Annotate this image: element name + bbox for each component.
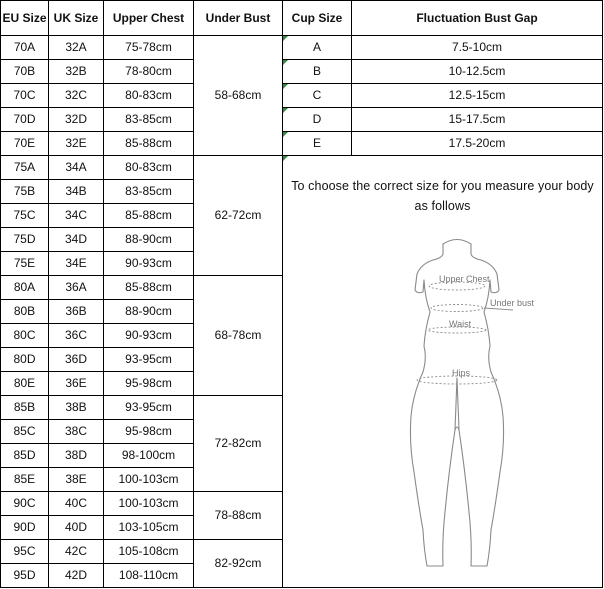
uk-size-cell: 32E — [49, 132, 104, 156]
table-row — [1, 156, 603, 180]
upper-chest-cell: 88-90cm — [104, 228, 194, 252]
header-eu-size: EU Size — [1, 1, 49, 36]
under-bust-cell: 78-88cm — [194, 492, 283, 540]
header-fluctuation-bust-gap: Fluctuation Bust Gap — [352, 1, 603, 36]
under-bust-label: Under bust — [490, 298, 535, 308]
eu-size-cell: 85C — [1, 420, 49, 444]
uk-size-cell: 34A — [49, 156, 104, 180]
eu-size-cell: 75B — [1, 180, 49, 204]
upper-chest-cell: 100-103cm — [104, 492, 194, 516]
upper-chest-cell: 103-105cm — [104, 516, 194, 540]
uk-size-cell: 36A — [49, 276, 104, 300]
upper-chest-cell: 98-100cm — [104, 444, 194, 468]
header-upper-chest: Upper Chest — [104, 1, 194, 36]
eu-size-cell: 80B — [1, 300, 49, 324]
upper-chest-cell: 108-110cm — [104, 564, 194, 588]
upper-chest-cell: 85-88cm — [104, 204, 194, 228]
waist-label: Waist — [449, 319, 472, 329]
table-row — [1, 84, 603, 108]
upper-chest-cell: 95-98cm — [104, 420, 194, 444]
body-measurement-figure — [377, 230, 537, 580]
upper-chest-cell: 93-95cm — [104, 396, 194, 420]
bust-gap-cell: 15-17.5cm — [352, 108, 603, 132]
uk-size-cell: 32A — [49, 36, 104, 60]
uk-size-cell: 34E — [49, 252, 104, 276]
eu-size-cell: 85D — [1, 444, 49, 468]
upper-chest-cell: 78-80cm — [104, 60, 194, 84]
eu-size-cell: 70D — [1, 108, 49, 132]
eu-size-cell: 80C — [1, 324, 49, 348]
eu-size-cell: 70E — [1, 132, 49, 156]
eu-size-cell: 80A — [1, 276, 49, 300]
upper-chest-cell: 88-90cm — [104, 300, 194, 324]
table-row — [1, 60, 603, 84]
uk-size-cell: 38C — [49, 420, 104, 444]
eu-size-cell: 70A — [1, 36, 49, 60]
upper-chest-cell: 90-93cm — [104, 252, 194, 276]
measurement-guide-panel — [283, 156, 603, 588]
upper-chest-cell: 90-93cm — [104, 324, 194, 348]
eu-size-cell: 75A — [1, 156, 49, 180]
uk-size-cell: 36B — [49, 300, 104, 324]
uk-size-cell: 36E — [49, 372, 104, 396]
uk-size-cell: 32B — [49, 60, 104, 84]
table-row — [1, 108, 603, 132]
upper-chest-cell: 100-103cm — [104, 468, 194, 492]
table-row — [1, 36, 603, 60]
uk-size-cell: 34C — [49, 204, 104, 228]
upper-chest-cell: 80-83cm — [104, 156, 194, 180]
eu-size-cell: 75E — [1, 252, 49, 276]
eu-size-cell: 70B — [1, 60, 49, 84]
bust-gap-cell: 17.5-20cm — [352, 132, 603, 156]
upper-chest-cell: 95-98cm — [104, 372, 194, 396]
upper-chest-cell: 85-88cm — [104, 132, 194, 156]
upper-chest-cell: 80-83cm — [104, 84, 194, 108]
bust-gap-cell: 12.5-15cm — [352, 84, 603, 108]
upper-chest-cell: 93-95cm — [104, 348, 194, 372]
upper-chest-cell: 105-108cm — [104, 540, 194, 564]
under-bust-cell: 62-72cm — [194, 156, 283, 276]
cup-size-cell: A — [283, 36, 352, 60]
uk-size-cell: 40D — [49, 516, 104, 540]
eu-size-cell: 85E — [1, 468, 49, 492]
upper-chest-cell: 83-85cm — [104, 108, 194, 132]
uk-size-cell: 36D — [49, 348, 104, 372]
header-cup-size: Cup Size — [283, 1, 352, 36]
eu-size-cell: 95D — [1, 564, 49, 588]
eu-size-cell: 95C — [1, 540, 49, 564]
upper-chest-cell: 83-85cm — [104, 180, 194, 204]
header-row — [1, 1, 603, 36]
uk-size-cell: 42C — [49, 540, 104, 564]
bust-gap-cell: 7.5-10cm — [352, 36, 603, 60]
under-bust-cell: 72-82cm — [194, 396, 283, 492]
uk-size-cell: 34D — [49, 228, 104, 252]
eu-size-cell: 75D — [1, 228, 49, 252]
eu-size-cell: 75C — [1, 204, 49, 228]
uk-size-cell: 38D — [49, 444, 104, 468]
eu-size-cell: 85B — [1, 396, 49, 420]
hips-label: Hips — [452, 368, 471, 378]
uk-size-cell: 34B — [49, 180, 104, 204]
header-uk-size: UK Size — [49, 1, 104, 36]
upper-chest-cell: 85-88cm — [104, 276, 194, 300]
header-under-bust: Under Bust — [194, 1, 283, 36]
uk-size-cell: 42D — [49, 564, 104, 588]
cup-size-cell: B — [283, 60, 352, 84]
under-bust-cell: 68-78cm — [194, 276, 283, 396]
eu-size-cell: 90C — [1, 492, 49, 516]
uk-size-cell: 40C — [49, 492, 104, 516]
measurement-instruction: To choose the correct size for you measure your body as follows — [291, 179, 594, 213]
eu-size-cell: 90D — [1, 516, 49, 540]
eu-size-cell: 80D — [1, 348, 49, 372]
uk-size-cell: 38E — [49, 468, 104, 492]
cup-size-cell: C — [283, 84, 352, 108]
uk-size-cell: 38B — [49, 396, 104, 420]
under-bust-cell: 82-92cm — [194, 540, 283, 588]
eu-size-cell: 80E — [1, 372, 49, 396]
upper-chest-cell: 75-78cm — [104, 36, 194, 60]
table-row — [1, 132, 603, 156]
cup-size-cell: E — [283, 132, 352, 156]
uk-size-cell: 32C — [49, 84, 104, 108]
uk-size-cell: 36C — [49, 324, 104, 348]
cup-size-cell: D — [283, 108, 352, 132]
eu-size-cell: 70C — [1, 84, 49, 108]
under-bust-cell: 58-68cm — [194, 36, 283, 156]
uk-size-cell: 32D — [49, 108, 104, 132]
upper-chest-label: Upper Chest — [439, 274, 490, 284]
bust-gap-cell: 10-12.5cm — [352, 60, 603, 84]
